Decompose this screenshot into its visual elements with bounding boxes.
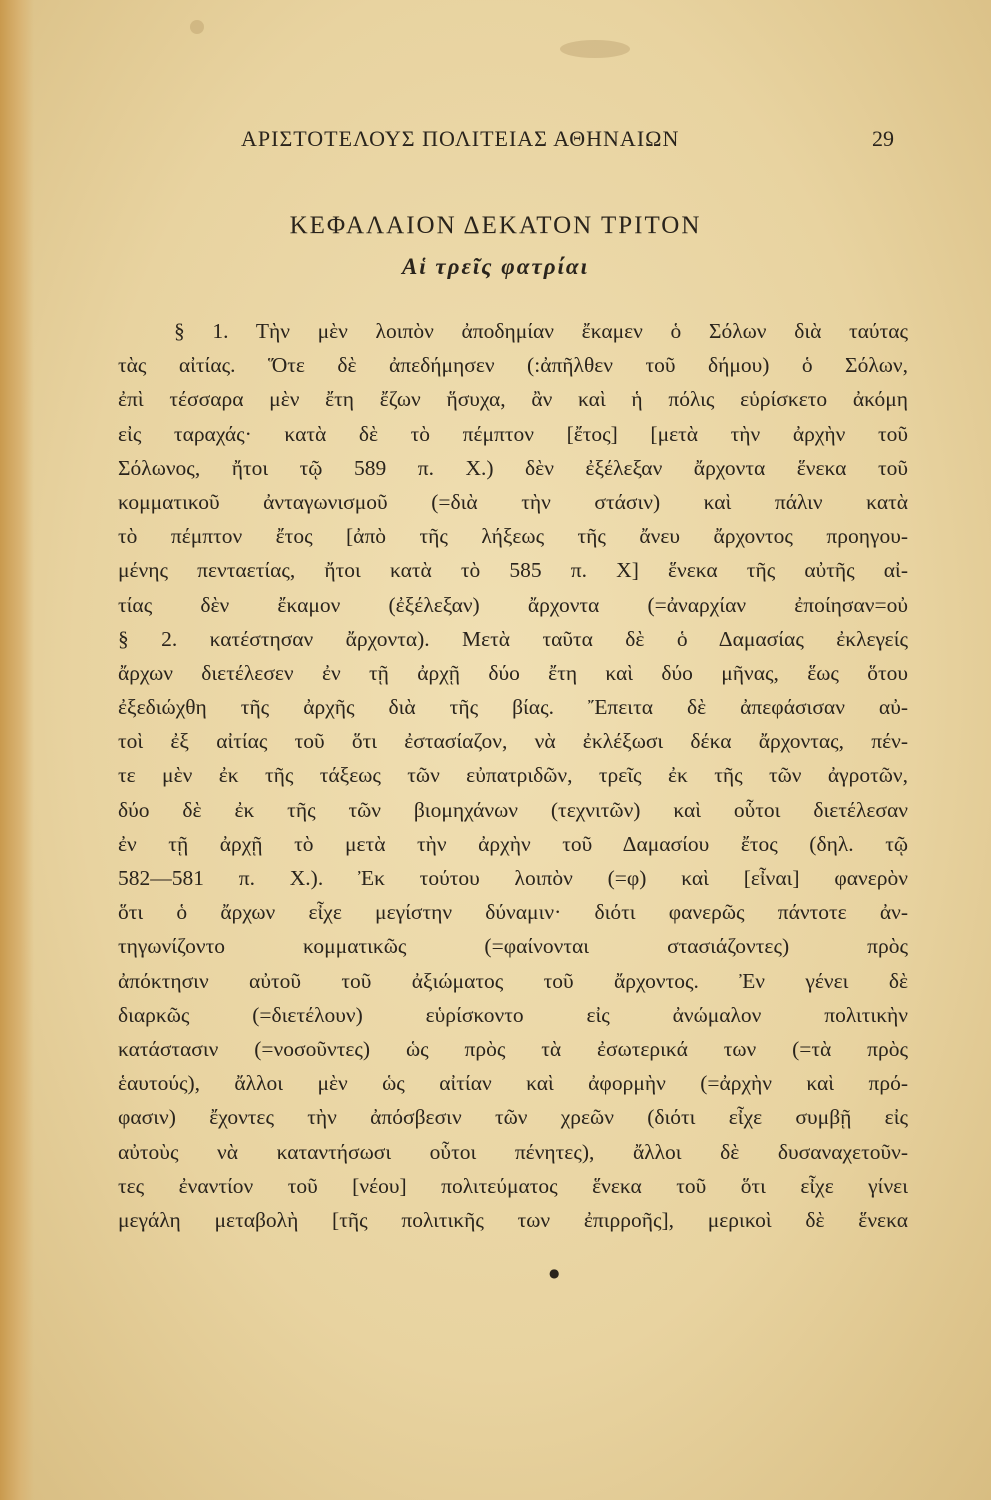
text-line: κατάστασιν (=νοσοῦντες) ὡς πρὸς τὰ ἐσωτερικά των (=τὰ πρὸς: [118, 1036, 908, 1061]
text-line: ἐπὶ τέσσαρα μὲν ἔτη ἔζων ἥσυχα, ἂν καὶ ἡ πόλις εὑρίσκετο ἀκόμη: [118, 387, 908, 412]
text-line: ἀπόκτησιν αὐτοῦ τοῦ ἀξιώματος τοῦ ἄρχοντος. Ἐν γένει δὲ: [118, 968, 908, 993]
text-line: τοὶ ἐξ αἰτίας τοῦ ὅτι ἐστασίαζον, νὰ ἐκλέξωσι δέκα ἄρχοντας, πέν-: [118, 729, 908, 754]
text-line: τίας δὲν ἔκαμον (ἐξέλεξαν) ἄρχοντα (=ἀναρχίαν ἐποίησαν=οὐ: [118, 592, 908, 617]
paper-stain: [560, 40, 630, 58]
text-line: φασιν) ἔχοντες τὴν ἀπόσβεσιν τῶν χρεῶν (διότι εἶχε συμβῇ εἰς: [118, 1105, 908, 1130]
text-line: § 2. κατέστησαν ἄρχοντα). Μετὰ ταῦτα δὲ ὁ Δαμασίας ἐκλεγείς: [118, 626, 908, 651]
body-text: [118, 314, 908, 1237]
text-line: Σόλωνος, ἤτοι τῷ 589 π. Χ.) δὲν ἐξέλεξαν ἄρχοντα ἕνεκα τοῦ: [118, 455, 908, 480]
text-line: αὐτοὺς νὰ καταντήσωσι οὗτοι πένητες), ἄλλοι δὲ δυσαναχετοῦν-: [118, 1139, 908, 1164]
paper-stain: [190, 20, 204, 34]
running-title: ΑΡΙΣΤΟΤΕΛΟΥΣ ΠΟΛΙΤΕΙΑΣ ΑΘΗΝΑΙΩΝ: [241, 126, 680, 151]
footer-dot-icon: ●: [549, 1266, 560, 1280]
text-line: διαρκῶς (=διετέλουν) εὑρίσκοντο εἰς ἀνώμαλον πολιτικὴν: [118, 1002, 908, 1027]
page-number: 29: [872, 126, 894, 151]
text-line: 582—581 π. Χ.). Ἐκ τούτου λοιπὸν (=φ) καὶ [εἶναι] φανερὸν: [118, 866, 908, 890]
text-line: μεγάλη μεταβολὴ [τῆς πολιτικῆς των ἐπιρροῆς], μερικοὶ δὲ ἕνεκα: [118, 1207, 908, 1232]
text-line: ἐξεδιώχθη τῆς ἀρχῆς διὰ τῆς βίας. Ἔπειτα δὲ ἀπεφάσισαν αὐ-: [118, 695, 908, 720]
text-line: τηγωνίζοντο κομματικῶς (=φαίνονται στασιάζοντες) πρὸς: [118, 934, 908, 959]
text-line: μένης πενταετίας, ἤτοι κατὰ τὸ 585 π. Χ] ἕνεκα τῆς αὐτῆς αἰ-: [118, 558, 908, 583]
text-line: ἐν τῇ ἀρχῇ τὸ μετὰ τὴν ἀρχὴν τοῦ Δαμασίου ἔτος (δηλ. τῷ: [118, 831, 908, 856]
text-line: εἰς ταραχάς· κατὰ δὲ τὸ πέμπτον [ἔτος] [μετὰ τὴν ἀρχὴν τοῦ: [118, 421, 908, 446]
text-line: ἄρχων διετέλεσεν ἐν τῇ ἀρχῇ δύο ἔτη καὶ δύο μῆνας, ἕως ὅτου: [118, 660, 908, 685]
chapter-title: ΚΕΦΑΛΑΙΟΝ ΔΕΚΑΤΟΝ ΤΡΙΤΟΝ: [289, 212, 702, 239]
text-line: τες ἐναντίον τοῦ [νέου] πολιτεύματος ἕνεκα τοῦ ὅτι εἶχε γίνει: [118, 1173, 908, 1198]
text-line: δύο δὲ ἐκ τῆς τῶν βιομηχάνων (τεχνιτῶν) καὶ οὗτοι διετέλεσαν: [118, 797, 908, 822]
text-line: τὰς αἰτίας. Ὅτε δὲ ἀπεδήμησεν (:ἀπῆλθεν τοῦ δήμου) ὁ Σόλων,: [118, 353, 908, 378]
text-line: κομματικοῦ ἀνταγωνισμοῦ (=διὰ τὴν στάσιν) καὶ πάλιν κατὰ: [118, 489, 908, 514]
chapter-subtitle: Αἱ τρεῖς φατρίαι: [401, 254, 590, 279]
text-line: τε μὲν ἐκ τῆς τάξεως τῶν εὐπατριδῶν, τρεῖς ἐκ τῆς τῶν ἀγροτῶν,: [118, 763, 908, 788]
text-line: τὸ πέμπτον ἔτος [ἀπὸ τῆς λήξεως τῆς ἄνευ ἄρχοντος προηγου-: [118, 524, 908, 549]
text-line: ἑαυτούς), ἄλλοι μὲν ὡς αἰτίαν καὶ ἀφορμὴν (=ἀρχὴν καὶ πρό-: [118, 1071, 908, 1096]
text-line: § 1. Τὴν μὲν λοιπὸν ἀποδημίαν ἔκαμεν ὁ Σόλων διὰ ταύτας: [174, 319, 908, 343]
text-line: ὅτι ὁ ἄρχων εἶχε μεγίστην δύναμιν· διότι φανερῶς πάντοτε ἀν-: [118, 900, 908, 925]
running-header: [0, 126, 991, 156]
